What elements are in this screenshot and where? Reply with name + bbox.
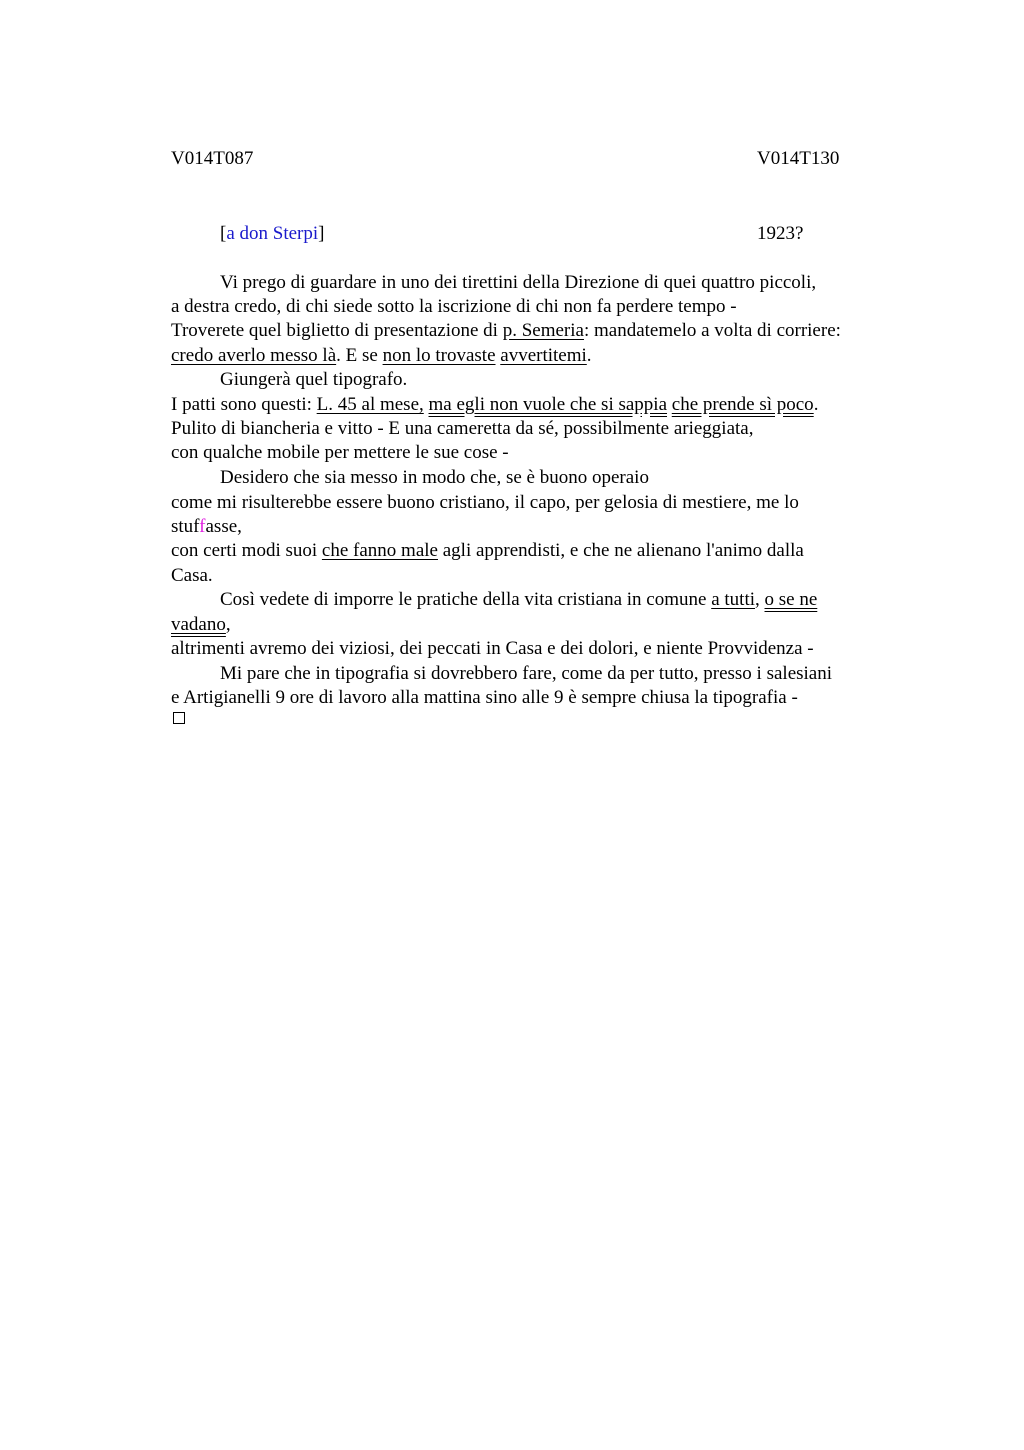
recipient-open-bracket: [ <box>220 223 227 244</box>
letter-line-9: Desidero che sia messo in modo che, se è buono operaio <box>220 467 649 488</box>
underlined-phrase: avvertitemi <box>500 345 587 366</box>
double-underlined-phrase: ma egli non vuole che si sappia <box>428 394 668 415</box>
underlined-phrase: a tutti <box>711 589 756 610</box>
underlined-name: p. Semeria <box>502 320 584 341</box>
end-of-letter-box-icon <box>173 712 185 724</box>
letter-line-14 <box>220 590 817 609</box>
letter-text: , <box>225 614 231 635</box>
recipient-name: a don Sterpi <box>226 223 319 244</box>
letter-date: 1923? <box>757 223 804 244</box>
double-underlined-phrase: o se ne <box>764 589 818 610</box>
recipient-line <box>220 224 324 243</box>
letter-line-8: con qualche mobile per mettere le sue cose - <box>171 442 509 463</box>
letter-text: . E se <box>336 345 383 366</box>
double-underlined-phrase: vadano <box>171 614 226 635</box>
corrected-letter: f <box>199 516 206 537</box>
letter-text: , <box>755 589 765 610</box>
letter-line-2: a destra credo, di chi siede sotto la iscrizione di chi non fa perdere tempo - <box>171 296 737 317</box>
letter-text: Troverete quel biglietto di presentazione di <box>171 320 503 341</box>
letter-line-6 <box>171 395 818 414</box>
letter-line-3 <box>171 321 841 340</box>
letter-text: . <box>586 345 592 366</box>
letter-line-13: Casa. <box>171 565 213 586</box>
letter-line-12 <box>171 541 804 560</box>
double-underlined-phrase: che prende sì poco <box>671 394 814 415</box>
underlined-phrase: che fanno male <box>321 540 438 561</box>
letter-line-5: Giungerà quel tipografo. <box>220 369 408 390</box>
document-code-left: V014T087 <box>171 148 254 169</box>
letter-line-16: altrimenti avremo dei viziosi, dei peccati in Casa e dei dolori, e niente Provvidenza - <box>171 638 814 659</box>
letter-text: : mandatemelo a volta di corriere: <box>583 320 841 341</box>
letter-text: con certi modi suoi <box>171 540 322 561</box>
letter-text: agli apprendisti, e che ne alienano l'animo dalla <box>437 540 804 561</box>
letter-line-1: Vi prego di guardare in uno dei tirettini della Direzione di quei quattro piccoli, <box>220 272 817 293</box>
underlined-phrase: credo averlo messo là <box>171 345 337 366</box>
letter-line-7: Pulito di biancheria e vitto - E una cameretta da sé, possibilmente arieggiata, <box>171 418 754 439</box>
letter-line-17: Mi pare che in tipografia si dovrebbero fare, come da per tutto, presso i salesiani <box>220 663 833 684</box>
recipient-close-bracket: ] <box>318 223 325 244</box>
letter-line-18: e Artigianelli 9 ore di lavoro alla mattina sino alle 9 è sempre chiusa la tipografia - <box>171 687 798 708</box>
letter-text: Così vedete di imporre le pratiche della vita cristiana in comune <box>220 589 712 610</box>
letter-line-10: come mi risulterebbe essere buono cristiano, il capo, per gelosia di mestiere, me lo <box>171 492 799 513</box>
letter-text: . <box>813 394 819 415</box>
underlined-phrase: L. 45 al mese, <box>316 394 424 415</box>
letter-text: stuf <box>171 516 200 537</box>
letter-text: asse, <box>205 516 242 537</box>
letter-line-11 <box>171 517 242 536</box>
letter-text: I patti sono questi: <box>171 394 317 415</box>
underlined-phrase: non lo trovaste <box>382 345 496 366</box>
letter-line-4 <box>171 346 592 365</box>
document-code-right: V014T130 <box>757 148 840 169</box>
letter-line-15 <box>171 615 231 634</box>
